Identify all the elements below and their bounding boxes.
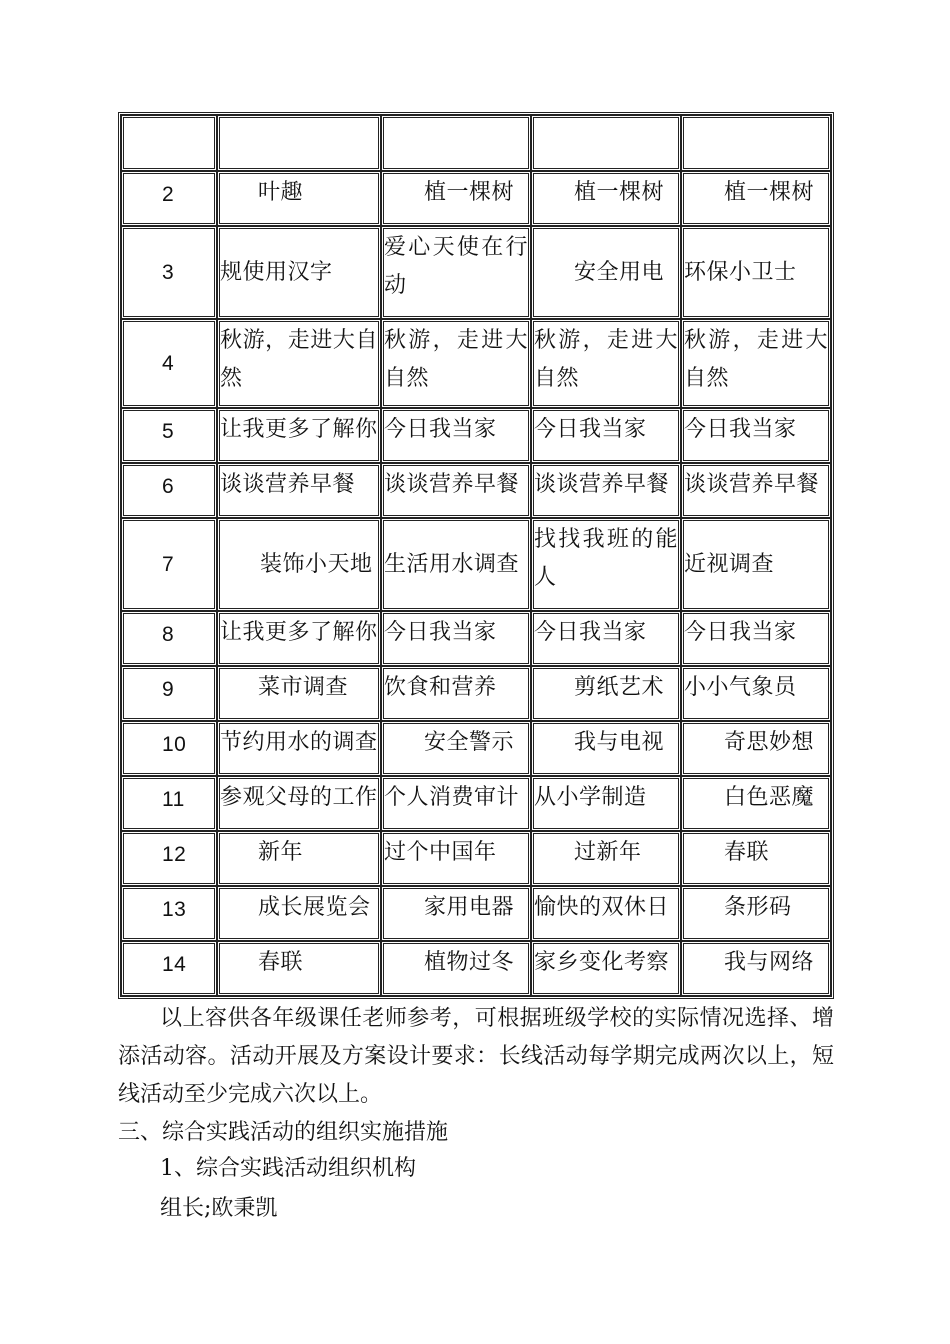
table-cell: 今日我当家 [681,611,831,666]
table-cell: 我与网络 [681,941,831,996]
row-number-cell: 11 [121,776,217,831]
row-number-cell: 8 [121,611,217,666]
row-number-cell: 10 [121,721,217,776]
table-cell: 叶趣 [217,171,381,226]
table-cell: 谈谈营养早餐 [217,463,381,518]
table-cell: 装饰小天地 [217,518,381,611]
table-row [121,319,831,408]
table-cell: 家乡变化考察 [531,941,681,996]
table-row [121,226,831,319]
table-row [121,831,831,886]
table-cell: 今日我当家 [381,611,531,666]
row-number-cell: 12 [121,831,217,886]
table-cell: 植一棵树 [531,171,681,226]
table-cell: 我与电视 [531,721,681,776]
row-number-cell: 2 [121,171,217,226]
table-cell: 秋游，走进大自然 [681,319,831,408]
table-cell: 个人消费审计 [381,776,531,831]
table-cell: 新年 [217,831,381,886]
table-cell [681,115,831,171]
table-cell: 过新年 [531,831,681,886]
table-cell: 条形码 [681,886,831,941]
table-cell: 剪纸艺术 [531,666,681,721]
table-cell: 愉快的双休日 [531,886,681,941]
section-heading: 三、综合实践活动的组织实施措施 [118,1120,449,1145]
table-cell: 秋游，走进大自然 [217,319,381,408]
table-cell: 菜市调查 [217,666,381,721]
table-cell: 白色恶魔 [681,776,831,831]
table-cell [381,115,531,171]
table-cell: 让我更多了解你 [217,408,381,463]
table-cell: 植一棵树 [381,171,531,226]
table-cell: 秋游，走进大自然 [531,319,681,408]
table-cell: 小小气象员 [681,666,831,721]
row-number-cell: 5 [121,408,217,463]
row-number-cell: 7 [121,518,217,611]
row-number-cell [121,115,217,171]
table-cell: 环保小卫士 [681,226,831,319]
table-cell: 让我更多了解你 [217,611,381,666]
table-cell: 找找我班的能人 [531,518,681,611]
table-row [121,518,831,611]
table-cell: 近视调查 [681,518,831,611]
table-cell: 植物过冬 [381,941,531,996]
table-row [121,115,831,171]
row-number-cell: 6 [121,463,217,518]
table-cell: 从小学制造 [531,776,681,831]
table-cell: 参观父母的工作 [217,776,381,831]
table-cell: 规使用汉字 [217,226,381,319]
table-row [121,941,831,996]
table-cell: 谈谈营养早餐 [381,463,531,518]
table-row [121,721,831,776]
leader-line: 组长;欧秉凯 [160,1196,278,1221]
table-cell: 今日我当家 [381,408,531,463]
table-cell: 安全用电 [531,226,681,319]
subsection-heading: 1、综合实践活动组织机构 [160,1156,416,1181]
table-cell: 谈谈营养早餐 [531,463,681,518]
table-cell: 春联 [681,831,831,886]
table-row [121,776,831,831]
row-number-cell: 13 [121,886,217,941]
table-row [121,463,831,518]
table-cell: 春联 [217,941,381,996]
table-cell: 安全警示 [381,721,531,776]
table-cell: 家用电器 [381,886,531,941]
table-cell: 爱心天使在行动 [381,226,531,319]
table-cell: 奇思妙想 [681,721,831,776]
table-cell: 过个中国年 [381,831,531,886]
table-row [121,611,831,666]
table-row [121,666,831,721]
row-number-cell: 4 [121,319,217,408]
table-row [121,171,831,226]
table-cell: 今日我当家 [531,408,681,463]
table-cell: 秋游，走进大自然 [381,319,531,408]
table-cell: 节约用水的调查 [217,721,381,776]
activity-schedule-table [118,112,834,999]
table-cell: 植一棵树 [681,171,831,226]
table-cell: 今日我当家 [681,408,831,463]
table-cell: 饮食和营养 [381,666,531,721]
table-cell: 生活用水调查 [381,518,531,611]
table-cell: 谈谈营养早餐 [681,463,831,518]
table-row [121,408,831,463]
table-cell [531,115,681,171]
row-number-cell: 3 [121,226,217,319]
row-number-cell: 9 [121,666,217,721]
table-cell: 今日我当家 [531,611,681,666]
table-row [121,886,831,941]
table-cell [217,115,381,171]
table-cell: 成长展览会 [217,886,381,941]
row-number-cell: 14 [121,941,217,996]
note-paragraph: 以上容供各年级课任老师参考，可根据班级学校的实际情况选择、增添活动容。活动开展及方案设计要求：长线活动每学期完成两次以上，短线活动至少完成六次以上。 [118,1006,834,1107]
